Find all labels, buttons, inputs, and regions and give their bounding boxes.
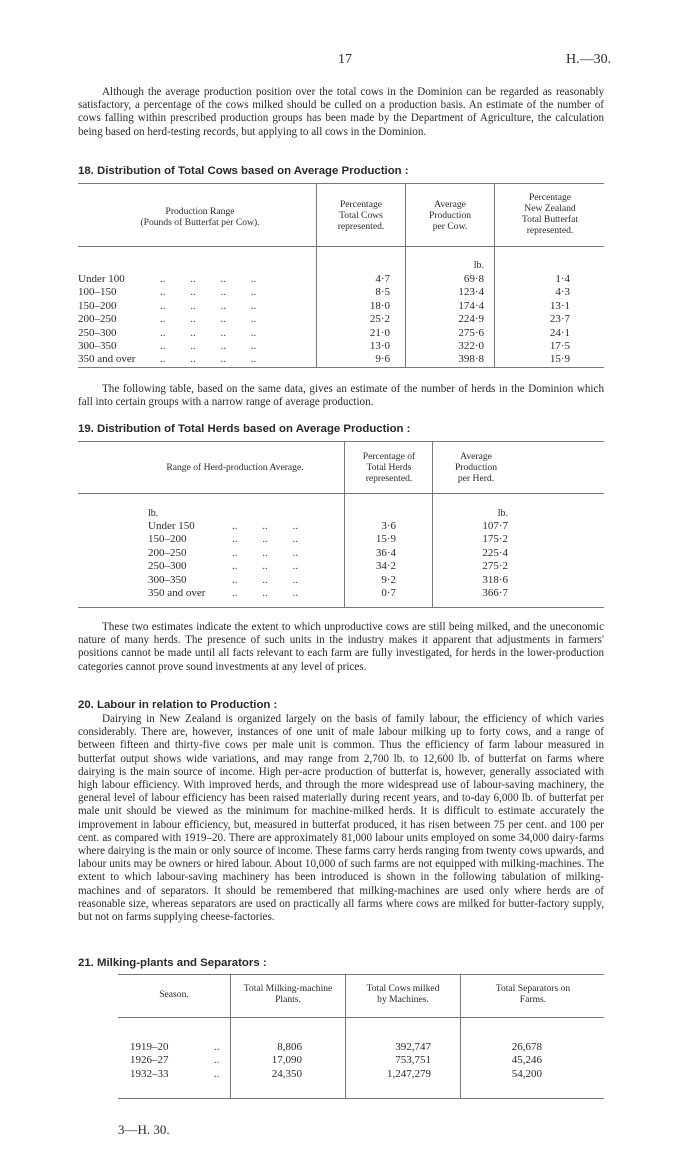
avg-production-cell: 225·4 <box>482 546 508 559</box>
pct-cows-cell: 8·5 <box>375 286 390 299</box>
pct-herds-cell: 3·6 <box>381 520 396 532</box>
table18-header-pct-cows: Percentage Total Cows represented. <box>337 199 385 232</box>
table19-top-rule <box>78 441 604 442</box>
table18-heading: 18. Distribution of Total Cows based on Average Production : <box>78 165 409 177</box>
avg-production-cell: 107·7 <box>482 520 508 532</box>
avg-production-cell: 175·2 <box>482 533 508 546</box>
document-reference: H.—30. <box>566 52 612 67</box>
table21-header-separators: Total Separators on Farms. <box>495 983 571 1005</box>
page-number: 17 <box>338 52 352 67</box>
leader-dots: .. .. .. .. <box>160 340 257 352</box>
range-cell: 300–350 <box>148 573 187 586</box>
table18-header-range: Production Range (Pounds of Butterfat per Cow). <box>140 206 260 228</box>
leader-dots: .. .. .. <box>232 533 298 546</box>
range-cell: 350 and over <box>148 587 206 599</box>
leader-dots: .. .. .. <box>232 546 298 559</box>
leader-dots: .. .. .. <box>232 573 298 586</box>
pct-herds-cell: 36·4 <box>375 546 396 559</box>
pct-cows-cell: 13·0 <box>369 340 390 352</box>
table21-header-plants: Total Milking-machine Plants. <box>243 983 333 1005</box>
table21-bottom-rule <box>118 1098 604 1099</box>
estimates-paragraph: These two estimates indicate the extent to which unproductive cows are still being milked, and the uneconomic nature of many herds. The presence of such units in the industry makes it apparent that adjustments in farmers' positions cannot be made until all facts relevant to each farm are fully investigated, for herds in the lower-production categories cannot prove sound investments at any level of prices. <box>78 621 604 673</box>
pct-cows-cell: 25·2 <box>369 313 390 326</box>
range-cell: 250–300 <box>78 326 117 339</box>
leader-dots: .. .. .. <box>232 587 298 599</box>
table19-header-pct-herds: Percentage of Total Herds represented. <box>362 451 416 484</box>
pct-herds-cell: 9·2 <box>381 573 396 586</box>
avg-production-cell: 275·6 <box>458 326 484 339</box>
table18-top-rule <box>78 183 604 184</box>
pct-cows-cell: 9·6 <box>375 353 390 366</box>
table21-header-rule <box>118 1017 604 1018</box>
pct-herds-cell: 34·2 <box>375 560 396 573</box>
leader-dots: .. .. .. .. <box>160 273 257 285</box>
pct-butterfat-cell: 15·9 <box>549 353 570 366</box>
cows-milked-cell: 753,751 <box>395 1054 431 1067</box>
separators-cell: 54,200 <box>511 1067 542 1080</box>
table18-header-rule <box>78 246 604 247</box>
table21-heading: 21. Milking-plants and Separators : <box>78 957 267 969</box>
table19-header-range: Range of Herd-production Average. <box>166 462 304 473</box>
leader-dots: .. .. .. .. <box>160 326 257 339</box>
range-cell: 150–200 <box>78 299 117 312</box>
pct-butterfat-cell: 13·1 <box>549 299 570 312</box>
avg-production-cell: 224·9 <box>458 313 484 326</box>
separators-cell: 26,678 <box>511 1041 542 1053</box>
page-footer-signature: 3—H. 30. <box>118 1122 170 1137</box>
range-cell: Under 150 <box>148 520 195 532</box>
avg-production-cell: 398·8 <box>458 353 484 366</box>
range-cell: 250–300 <box>148 560 187 573</box>
pct-cows-cell: 18·0 <box>369 299 390 312</box>
leader-dots: .. .. .. .. <box>160 353 257 366</box>
table19-heading: 19. Distribution of Total Herds based on Average Production : <box>78 423 411 435</box>
pct-butterfat-cell: 1·4 <box>555 273 570 285</box>
leader-dots: .. .. .. .. <box>160 299 257 312</box>
range-cell: 200–250 <box>78 313 117 326</box>
table18-header-avg-production: Average Production per Cow. <box>428 199 472 232</box>
table19-unit-avg: lb. <box>497 508 508 519</box>
table21-top-rule <box>118 974 604 975</box>
plants-cell: 24,350 <box>271 1067 302 1080</box>
table21-col-divider <box>230 974 231 1098</box>
table18-bottom-rule <box>78 367 604 368</box>
avg-production-cell: 366·7 <box>482 587 508 599</box>
separators-cell: 45,246 <box>511 1054 542 1067</box>
leader-dots: .. .. .. <box>232 520 298 532</box>
section20-paragraph: Dairying in New Zealand is organized largely on the basis of family labour, the efficiency of which varies considerably. There are, however, instances of one unit of male labour milking up to forty cows, and a range of between fifteen and thirty-five cows per male unit is common. Thus the efficiency of farm labour measured in butterfat output shows wide variations, and may range from 2,700 lb. to 12,600 lb. of butterfat on farms where dairying is the main source of income. High per-acre production of butterfat is, however, generally associated with high labour efficiency. With improved herds, and through the more widespread use of labour-saving machinery, the general level of labour efficiency has been raised materially during recent years, and to-day 6,000 lb. of butterfat per male unit should be viewed as the minimum for machine-milked herds. It is difficult to estimate accurately the improvement in labour efficiency, but, measured in butterfat produced, it has risen between 75 per cent. and 100 per cent. as compared with 1919–20. There are approximately 81,000 labour units employed on some 34,000 dairy-farms where dairying is the main or only source of income. These farms carry herds ranging from twenty cows upwards, and labour units may be owners or hired labour. About 10,000 of such farms are not equipped with milking-machines. The extent to which labour-saving machinery has been introduced is shown in the following tabulation of milking-machines and of separators. It should be remembered that milking-machines are used only where herds are of reasonable size, whereas separators are used on practically all farms where cows are milked for butter-factory supply, but not on farms supplying cheese-factories. <box>78 713 604 924</box>
leader-dots: .. <box>214 1041 220 1053</box>
pct-herds-cell: 0·7 <box>381 587 396 599</box>
leader-dots: .. .. .. .. <box>160 286 257 299</box>
table21-col-divider <box>460 974 461 1098</box>
table18-col-divider <box>494 183 495 367</box>
pct-cows-cell: 4·7 <box>375 273 390 285</box>
between-paragraph: The following table, based on the same data, gives an estimate of the number of herds in the Dominion which fall into certain groups with a narrow range of average production. <box>78 383 604 409</box>
leader-dots: .. <box>214 1054 220 1067</box>
range-cell: 300–350 <box>78 340 117 352</box>
table19-unit-range: lb. <box>148 508 159 519</box>
leader-dots: .. .. .. .. <box>160 313 257 326</box>
table21-header-cows-milked: Total Cows milked by Machines. <box>366 983 440 1005</box>
range-cell: 100–150 <box>78 286 117 299</box>
season-cell: 1932–33 <box>130 1067 169 1080</box>
avg-production-cell: 275·2 <box>482 560 508 573</box>
pct-herds-cell: 15·9 <box>375 533 396 546</box>
table21-header-season: Season. <box>159 989 189 1000</box>
avg-production-cell: 318·6 <box>482 573 508 586</box>
table18-col-divider <box>316 183 317 367</box>
leader-dots: .. .. .. <box>232 560 298 573</box>
leader-dots: .. <box>214 1067 220 1080</box>
plants-cell: 17,090 <box>271 1054 302 1067</box>
range-cell: 200–250 <box>148 546 187 559</box>
range-cell: 150–200 <box>148 533 187 546</box>
table21-col-divider <box>345 974 346 1098</box>
season-cell: 1919–20 <box>130 1041 169 1053</box>
range-cell: Under 100 <box>78 273 125 285</box>
avg-production-cell: 69·8 <box>463 273 484 285</box>
table18-unit-lb: lb. <box>473 260 484 271</box>
intro-paragraph: Although the average production position over the total cows in the Dominion can be regarded as reasonably satisfactory, a percentage of the cows milked should be culled on a production basis. An estimate of the number of cows falling within prescribed production groups has been made by the Department of Agriculture, the calculation being based on herd-testing records, but applying to all cows in the Dominion. <box>78 86 604 138</box>
cows-milked-cell: 1,247,279 <box>387 1067 431 1080</box>
plants-cell: 8,806 <box>277 1041 302 1053</box>
table19-col-divider <box>432 441 433 607</box>
avg-production-cell: 123·4 <box>458 286 484 299</box>
season-cell: 1926–27 <box>130 1054 169 1067</box>
table19-header-rule <box>78 493 604 494</box>
cows-milked-cell: 392,747 <box>395 1041 431 1053</box>
range-cell: 350 and over <box>78 353 136 366</box>
pct-butterfat-cell: 23·7 <box>549 313 570 326</box>
pct-butterfat-cell: 24·1 <box>549 326 570 339</box>
avg-production-cell: 322·0 <box>458 340 484 352</box>
avg-production-cell: 174·4 <box>458 299 484 312</box>
pct-butterfat-cell: 4·3 <box>555 286 570 299</box>
section20-heading: 20. Labour in relation to Production : <box>78 699 278 711</box>
pct-cows-cell: 21·0 <box>369 326 390 339</box>
table19-bottom-rule <box>78 607 604 608</box>
table18-col-divider <box>405 183 406 367</box>
table18-header-pct-butterfat: Percentage New Zealand Total Butterfat represented. <box>521 192 579 236</box>
table19-header-avg-production: Average Production per Herd. <box>454 451 498 484</box>
pct-butterfat-cell: 17·5 <box>549 340 570 352</box>
table19-col-divider <box>344 441 345 607</box>
